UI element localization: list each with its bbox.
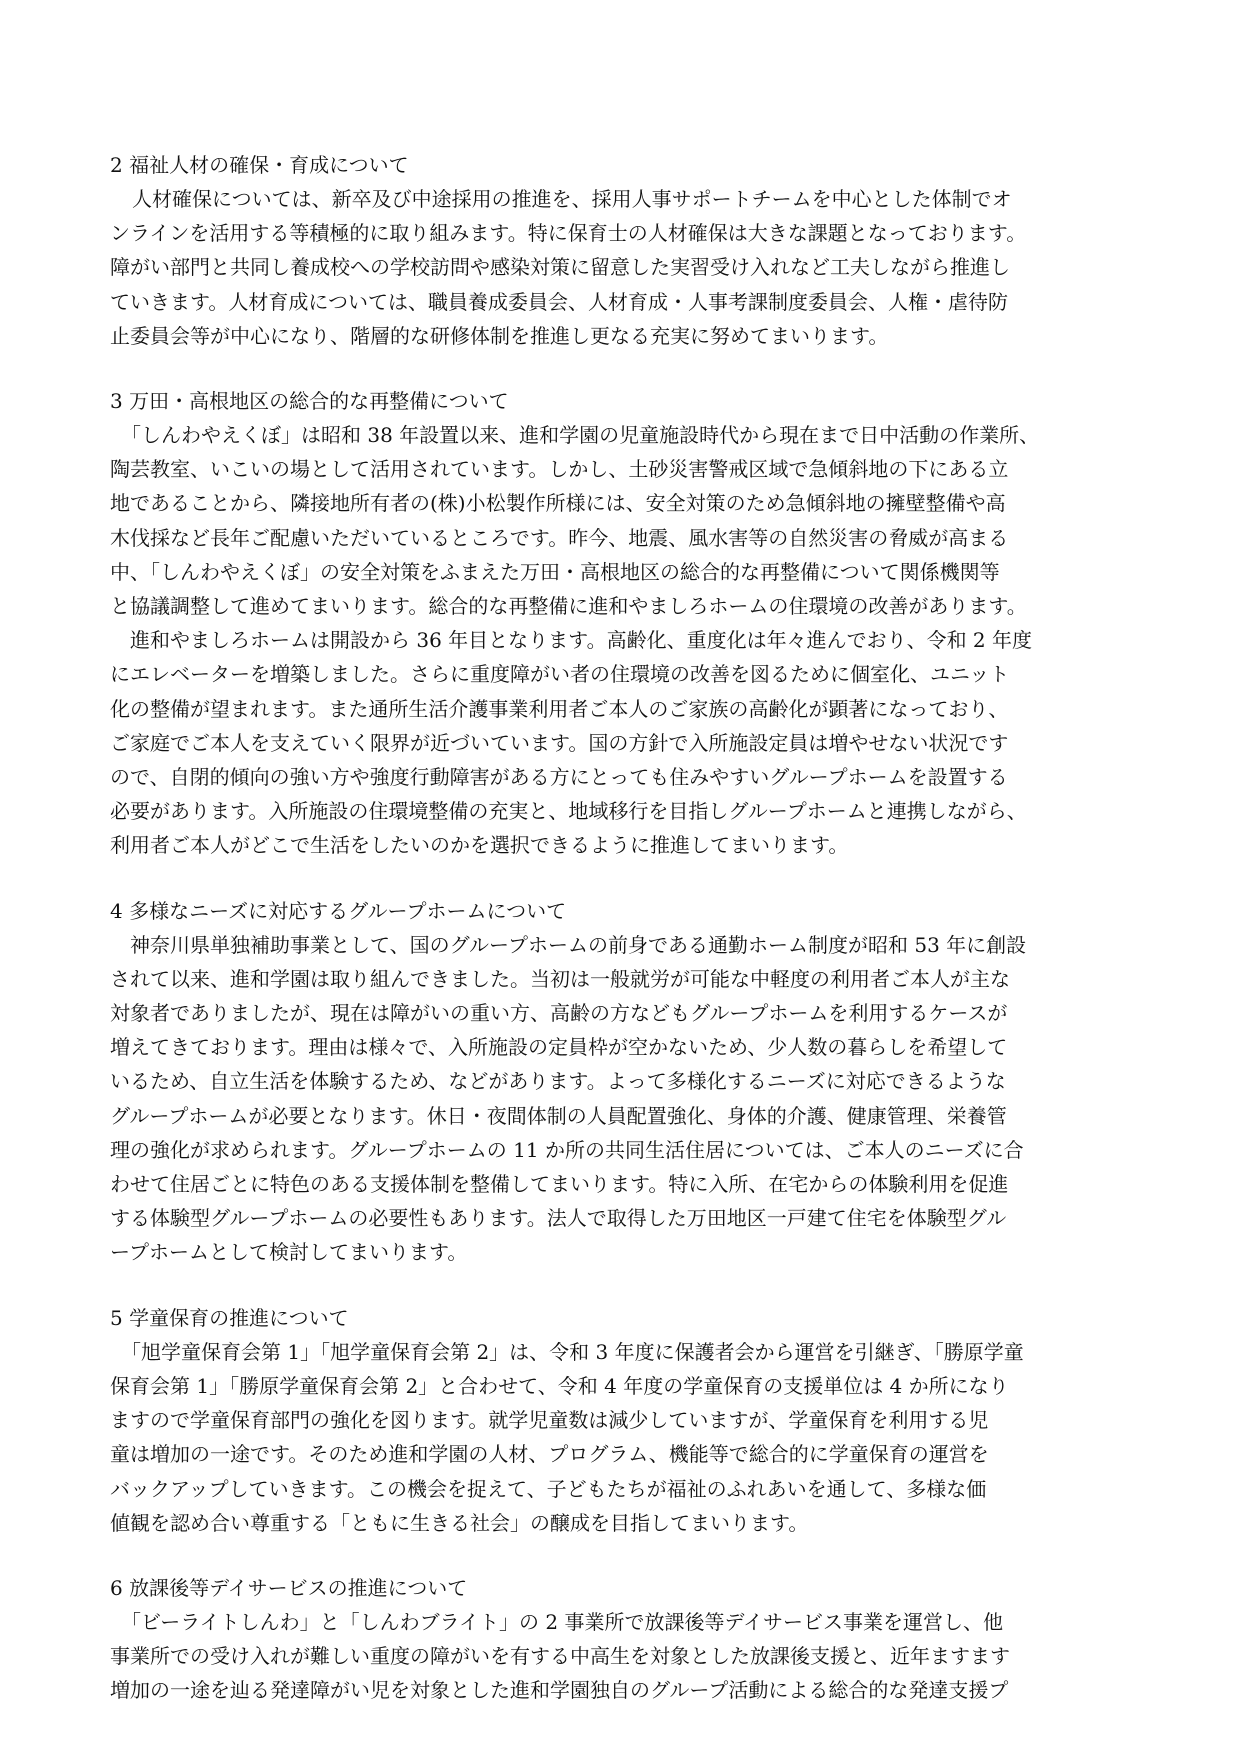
paragraph-line: ていきます。人材育成については、職員養成委員会、人材育成・人事考課制度委員会、人権・虐待防	[110, 289, 1008, 314]
paragraph-line: 利用者ご本人がどこで生活をしたいのかを選択できるように推進してまいります。	[110, 833, 849, 858]
paragraph-line: 増加の一途を辿る発達障がい児を対象とした進和学園独自のグループ活動による総合的な発達支援プ	[110, 1678, 1009, 1703]
paragraph-line: 対象者でありましたが、現在は障がいの重い方、高齢の方などもグループホームを利用するケースが	[110, 1001, 1008, 1026]
paragraph-line: 進和やましろホームは開設から 36 年目となります。高齢化、重度化は年々進んでおり、令和 2 年度	[110, 628, 1033, 653]
paragraph-line: ますので学童保育部門の強化を図ります。就学児童数は減少していますが、学童保育を利用する児	[110, 1408, 989, 1433]
paragraph-line: 木伐採など長年ご配慮いただいているところです。昨今、地震、風水害等の自然災害の脅威が高まる	[110, 525, 1009, 550]
paragraph-line: 「しんわやえくぼ」は昭和 38 年設置以来、進和学園の児童施設時代から現在まで日中活動の作業所、	[121, 423, 1040, 448]
paragraph-line: わせて住居ごとに特色のある支援体制を整備してまいります。特に入所、在宅からの体験利用を促進	[110, 1172, 1009, 1197]
section-heading: 2 福祉人材の確保・育成について	[110, 153, 409, 177]
paragraph-line: 地であることから、隣接地所有者の(株)小松製作所様には、安全対策のため急傾斜地の擁壁整備や高	[110, 491, 1006, 516]
paragraph-line: と協議調整して進めてまいります。総合的な再整備に進和やましろホームの住環境の改善があります。	[110, 594, 1027, 619]
paragraph-line: 神奈川県単独補助事業として、国のグループホームの前身である通勤ホーム制度が昭和 53 年に創設	[110, 932, 1027, 957]
paragraph-line: にエレベーターを増築しました。さらに重度障がい者の住環境の改善を図るために個室化、ユニット	[110, 662, 1010, 687]
paragraph-line: 化の整備が望まれます。また通所生活介護事業利用者ご本人のご家族の高齢化が顕著になっており、	[110, 696, 1009, 721]
paragraph-line: バックアップしていきます。この機会を捉えて、子どもたちが福祉のふれあいを通して、多様な価	[110, 1476, 987, 1501]
section-heading: 5 学童保育の推進について	[110, 1305, 349, 1330]
section-day-service	[110, 1571, 1120, 1708]
paragraph-line: 事業所での受け入れが難しい重度の障がいを有する中高生を対象とした放課後支援と、近年ますます	[110, 1644, 1010, 1669]
paragraph-line: 障がい部門と共同し養成校への学校訪問や感染対策に留意した実習受け入れなど工夫しながら推進し	[110, 255, 1010, 280]
paragraph-line: ンラインを活用する等積極的に取り組みます。特に保育士の人材確保は大きな課題となっております。	[110, 221, 1027, 246]
paragraph-line: 理の強化が求められます。グループホームの 11 か所の共同生活住居については、ご本人のニーズに合	[110, 1137, 1024, 1162]
paragraph-line: 必要があります。入所施設の住環境整備の充実と、地域移行を目指しグループホームと連携しながら、	[110, 799, 1027, 824]
paragraph-line: 中、「しんわやえくぼ」の安全対策をふまえた万田・高根地区の総合的な再整備について関係機関等	[110, 559, 1000, 584]
paragraph-line: 陶芸教室、いこいの場として活用されています。しかし、土砂災害警戒区域で急傾斜地の下にある立	[110, 457, 1009, 482]
document-body	[110, 148, 1120, 1739]
section-human-resources	[110, 148, 1120, 353]
paragraph-line: 「ビーライトしんわ」と「しんわブライト」の 2 事業所で放課後等デイサービス事業を運営し、他	[121, 1609, 1004, 1634]
paragraph-line: 人材確保については、新卒及び中途採用の推進を、採用人事サポートチームを中心とした体制でオ	[132, 187, 1012, 211]
paragraph-line: 「旭学童保育会第 1」「旭学童保育会第 2」は、令和 3 年度に保護者会から運営を引継ぎ、「勝原学童	[121, 1339, 1024, 1364]
paragraph-line: 童は増加の一途です。そのため進和学園の人材、プログラム、機能等で総合的に学童保育の運営を	[110, 1442, 989, 1467]
section-heading: 6 放課後等デイサービスの推進について	[110, 1575, 468, 1600]
paragraph-line: 止委員会等が中心になり、階層的な研修体制を推進し更なる充実に努めてまいります。	[110, 323, 889, 348]
paragraph-line: ご家庭でご本人を支えていく限界が近づいています。国の方針で入所施設定員は増やせない状況です	[110, 730, 1009, 755]
paragraph-line: ープホームとして検討してまいります。	[110, 1240, 468, 1265]
paragraph-line: ので、自閉的傾向の強い方や強度行動障害がある方にとっても住みやすいグループホームを設置する	[110, 765, 1008, 790]
paragraph-line: されて以来、進和学園は取り組んできました。当初は一般就労が可能な中軽度の利用者ご本人が主な	[110, 966, 1010, 991]
paragraph-line: グループホームが必要となります。休日・夜間体制の人員配置強化、身体的介護、健康管理、栄養管	[110, 1103, 1007, 1128]
paragraph-line: 増えてきております。理由は様々で、入所施設の定員枠が空かないため、少人数の暮らしを希望して	[110, 1035, 1008, 1060]
section-group-home	[110, 894, 1120, 1270]
paragraph-line: いるため、自立生活を体験するため、などがあります。よって多様化するニーズに対応できるような	[110, 1069, 1006, 1094]
paragraph-line: 値観を認め合い尊重する「ともに生きる社会」の醸成を目指してまいります。	[110, 1510, 809, 1535]
section-heading: 3 万田・高根地区の総合的な再整備について	[110, 389, 509, 414]
paragraph-line: 保育会第 1」「勝原学童保育会第 2」と合わせて、令和 4 年度の学童保育の支援単位は 4 か所になり	[110, 1373, 1009, 1398]
paragraph-line: する体験型グループホームの必要性もあります。法人で取得した万田地区一戸建て住宅を体験型グル	[110, 1206, 1007, 1231]
section-heading: 4 多様なニーズに対応するグループホームについて	[110, 898, 567, 923]
section-after-school-care	[110, 1301, 1120, 1540]
section-redevelopment	[110, 384, 1120, 863]
